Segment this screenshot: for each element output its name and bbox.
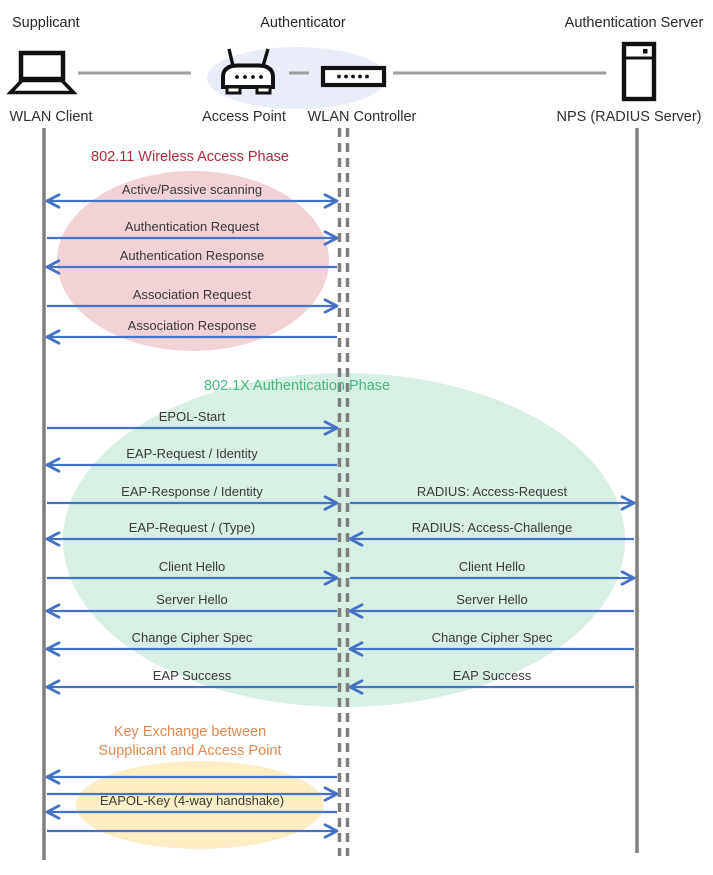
message-label: Server Hello bbox=[156, 592, 228, 607]
message-label: EPOL-Start bbox=[158, 409, 226, 424]
message-label: Authentication Request bbox=[124, 219, 260, 234]
actor-role-authenticator: Authenticator bbox=[260, 15, 346, 31]
device-label-wlan-client: WLAN Client bbox=[9, 109, 93, 125]
message-label: EAP-Response / Identity bbox=[121, 484, 263, 499]
message-label: RADIUS: Access-Challenge bbox=[411, 520, 573, 535]
phase-title-8021x: 802.1X Authentication Phase bbox=[203, 378, 391, 394]
message-label: Active/Passive scanning bbox=[121, 182, 263, 197]
message-label: Change Cipher Spec bbox=[131, 630, 253, 645]
message-label: EAP Success bbox=[452, 668, 532, 683]
phase-title-80211: 802.11 Wireless Access Phase bbox=[91, 149, 289, 165]
actor-role-authentication-server: Authentication Server bbox=[564, 15, 704, 31]
message-label: Change Cipher Spec bbox=[431, 630, 553, 645]
device-label-wlan-controller: WLAN Controller bbox=[307, 109, 417, 125]
actor-role-supplicant: Supplicant bbox=[12, 15, 80, 31]
phase-title-key-exchange-line2: Supplicant and Access Point bbox=[98, 743, 282, 759]
server-icon bbox=[624, 44, 654, 99]
message-label: EAP-Request / (Type) bbox=[128, 520, 256, 535]
message-label: Client Hello bbox=[158, 559, 226, 574]
message-label: Server Hello bbox=[456, 592, 528, 607]
message-label: EAP-Request / Identity bbox=[126, 446, 258, 461]
message-label: RADIUS: Access-Request bbox=[416, 484, 568, 499]
message-label: Association Response bbox=[127, 318, 257, 333]
laptop-icon bbox=[11, 53, 74, 93]
message-label: Authentication Response bbox=[119, 248, 265, 263]
message-label: Client Hello bbox=[458, 559, 526, 574]
message-label: EAP Success bbox=[152, 668, 232, 683]
phase-title-key-exchange-line1: Key Exchange between bbox=[113, 724, 267, 740]
device-label-access-point: Access Point bbox=[202, 109, 286, 125]
device-label-nps-radius-server: NPS (RADIUS Server) bbox=[556, 109, 702, 125]
message-label: EAPOL-Key (4-way handshake) bbox=[99, 793, 285, 808]
wlan-controller-icon bbox=[323, 68, 384, 85]
message-label: Association Request bbox=[132, 287, 252, 302]
